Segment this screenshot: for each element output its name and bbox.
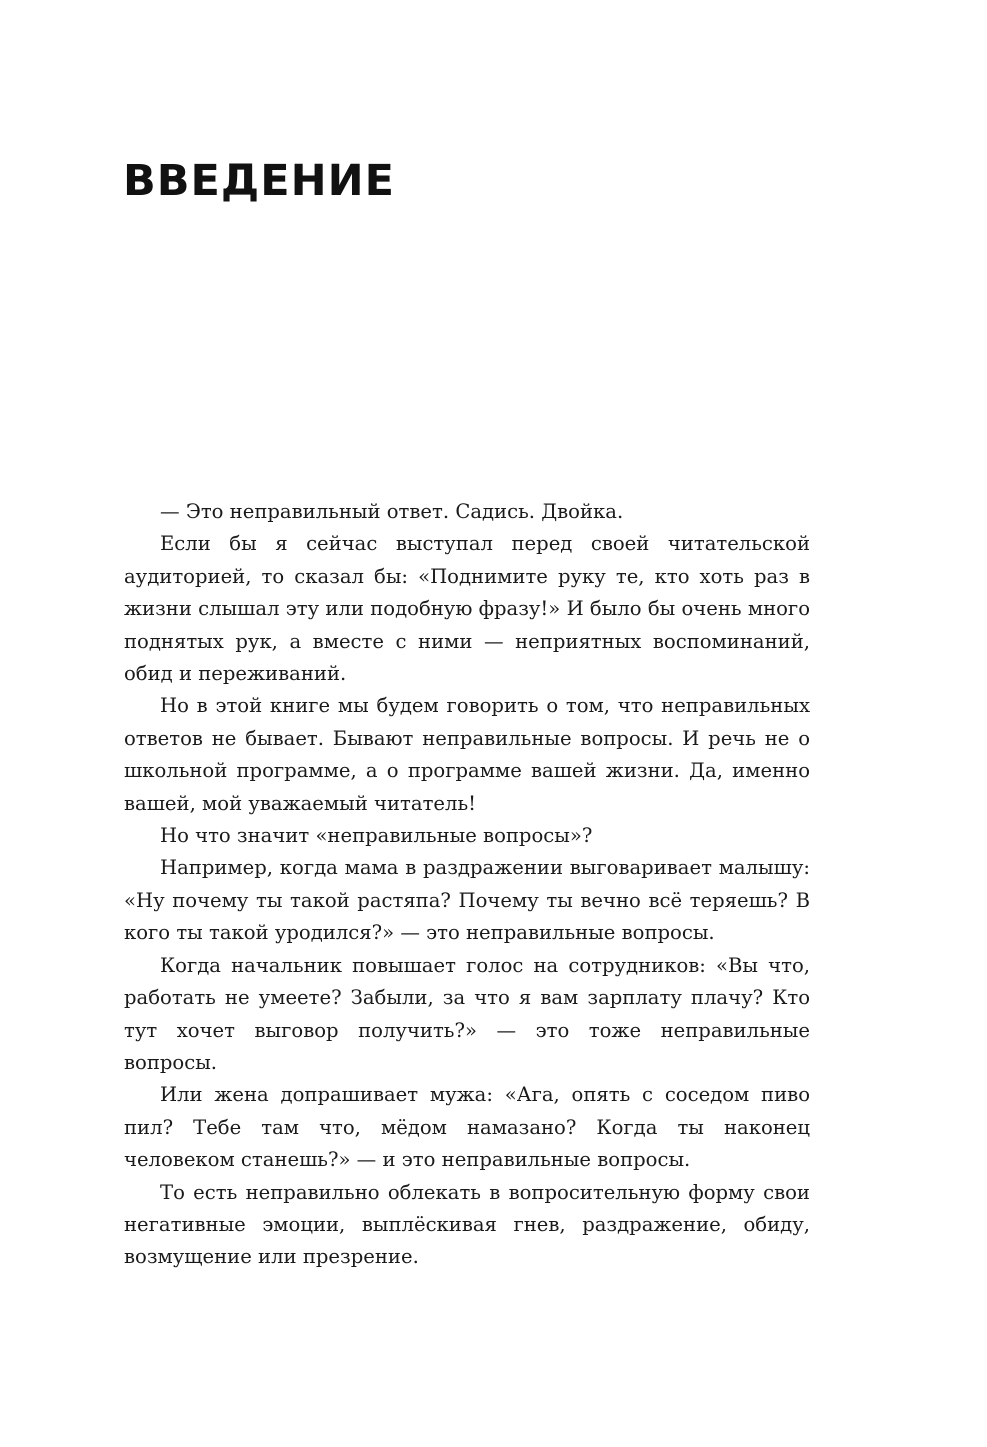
- paragraph: Если бы я сейчас выступал перед своей читательской аудиторией, то сказал бы: «Поднимите руку те, кто хоть раз в жизни слышал эту или подобную фразу!» И было бы очень много поднятых рук, а вместе с ними — неприятных воспоминаний, обид и переживаний.: [124, 532, 810, 686]
- paragraph: — Это неправильный ответ. Садись. Двойка.: [160, 500, 624, 523]
- paragraph: Когда начальник повышает голос на сотрудников: «Вы что, работать не умеете? Забыли, за что я вам зарплату плачу? Кто тут хочет выговор получить?» — это тоже неправильные вопросы.: [124, 953, 810, 1074]
- chapter-title: ВВЕДЕНИЕ: [123, 156, 395, 206]
- paragraph: Например, когда мама в раздражении выговаривает малышу: «Ну почему ты такой растяпа? Почему ты вечно всё теряешь? В кого ты такой уродился?» — это неправильные вопросы.: [124, 856, 810, 945]
- paragraph: Но что значит «неправильные вопросы»?: [160, 824, 593, 848]
- chapter-body: [124, 496, 810, 1274]
- paragraph: Или жена допрашивает мужа: «Ага, опять с соседом пиво пил? Тебе там что, мёдом намазано? Когда ты наконец человеком станешь?» — и это неправильные вопросы.: [124, 1083, 810, 1172]
- paragraph: То есть неправильно облекать в вопросительную форму свои негативные эмоции, выплёскивая гнев, раздражение, обиду, возмущение или презрение.: [124, 1180, 810, 1269]
- paragraph: Но в этой книге мы будем говорить о том, что неправильных ответов не бывает. Бывают неправильные вопросы. И речь не о школьной программе, а о программе вашей жизни. Да, именно вашей, мой уважаемый читатель!: [124, 694, 810, 815]
